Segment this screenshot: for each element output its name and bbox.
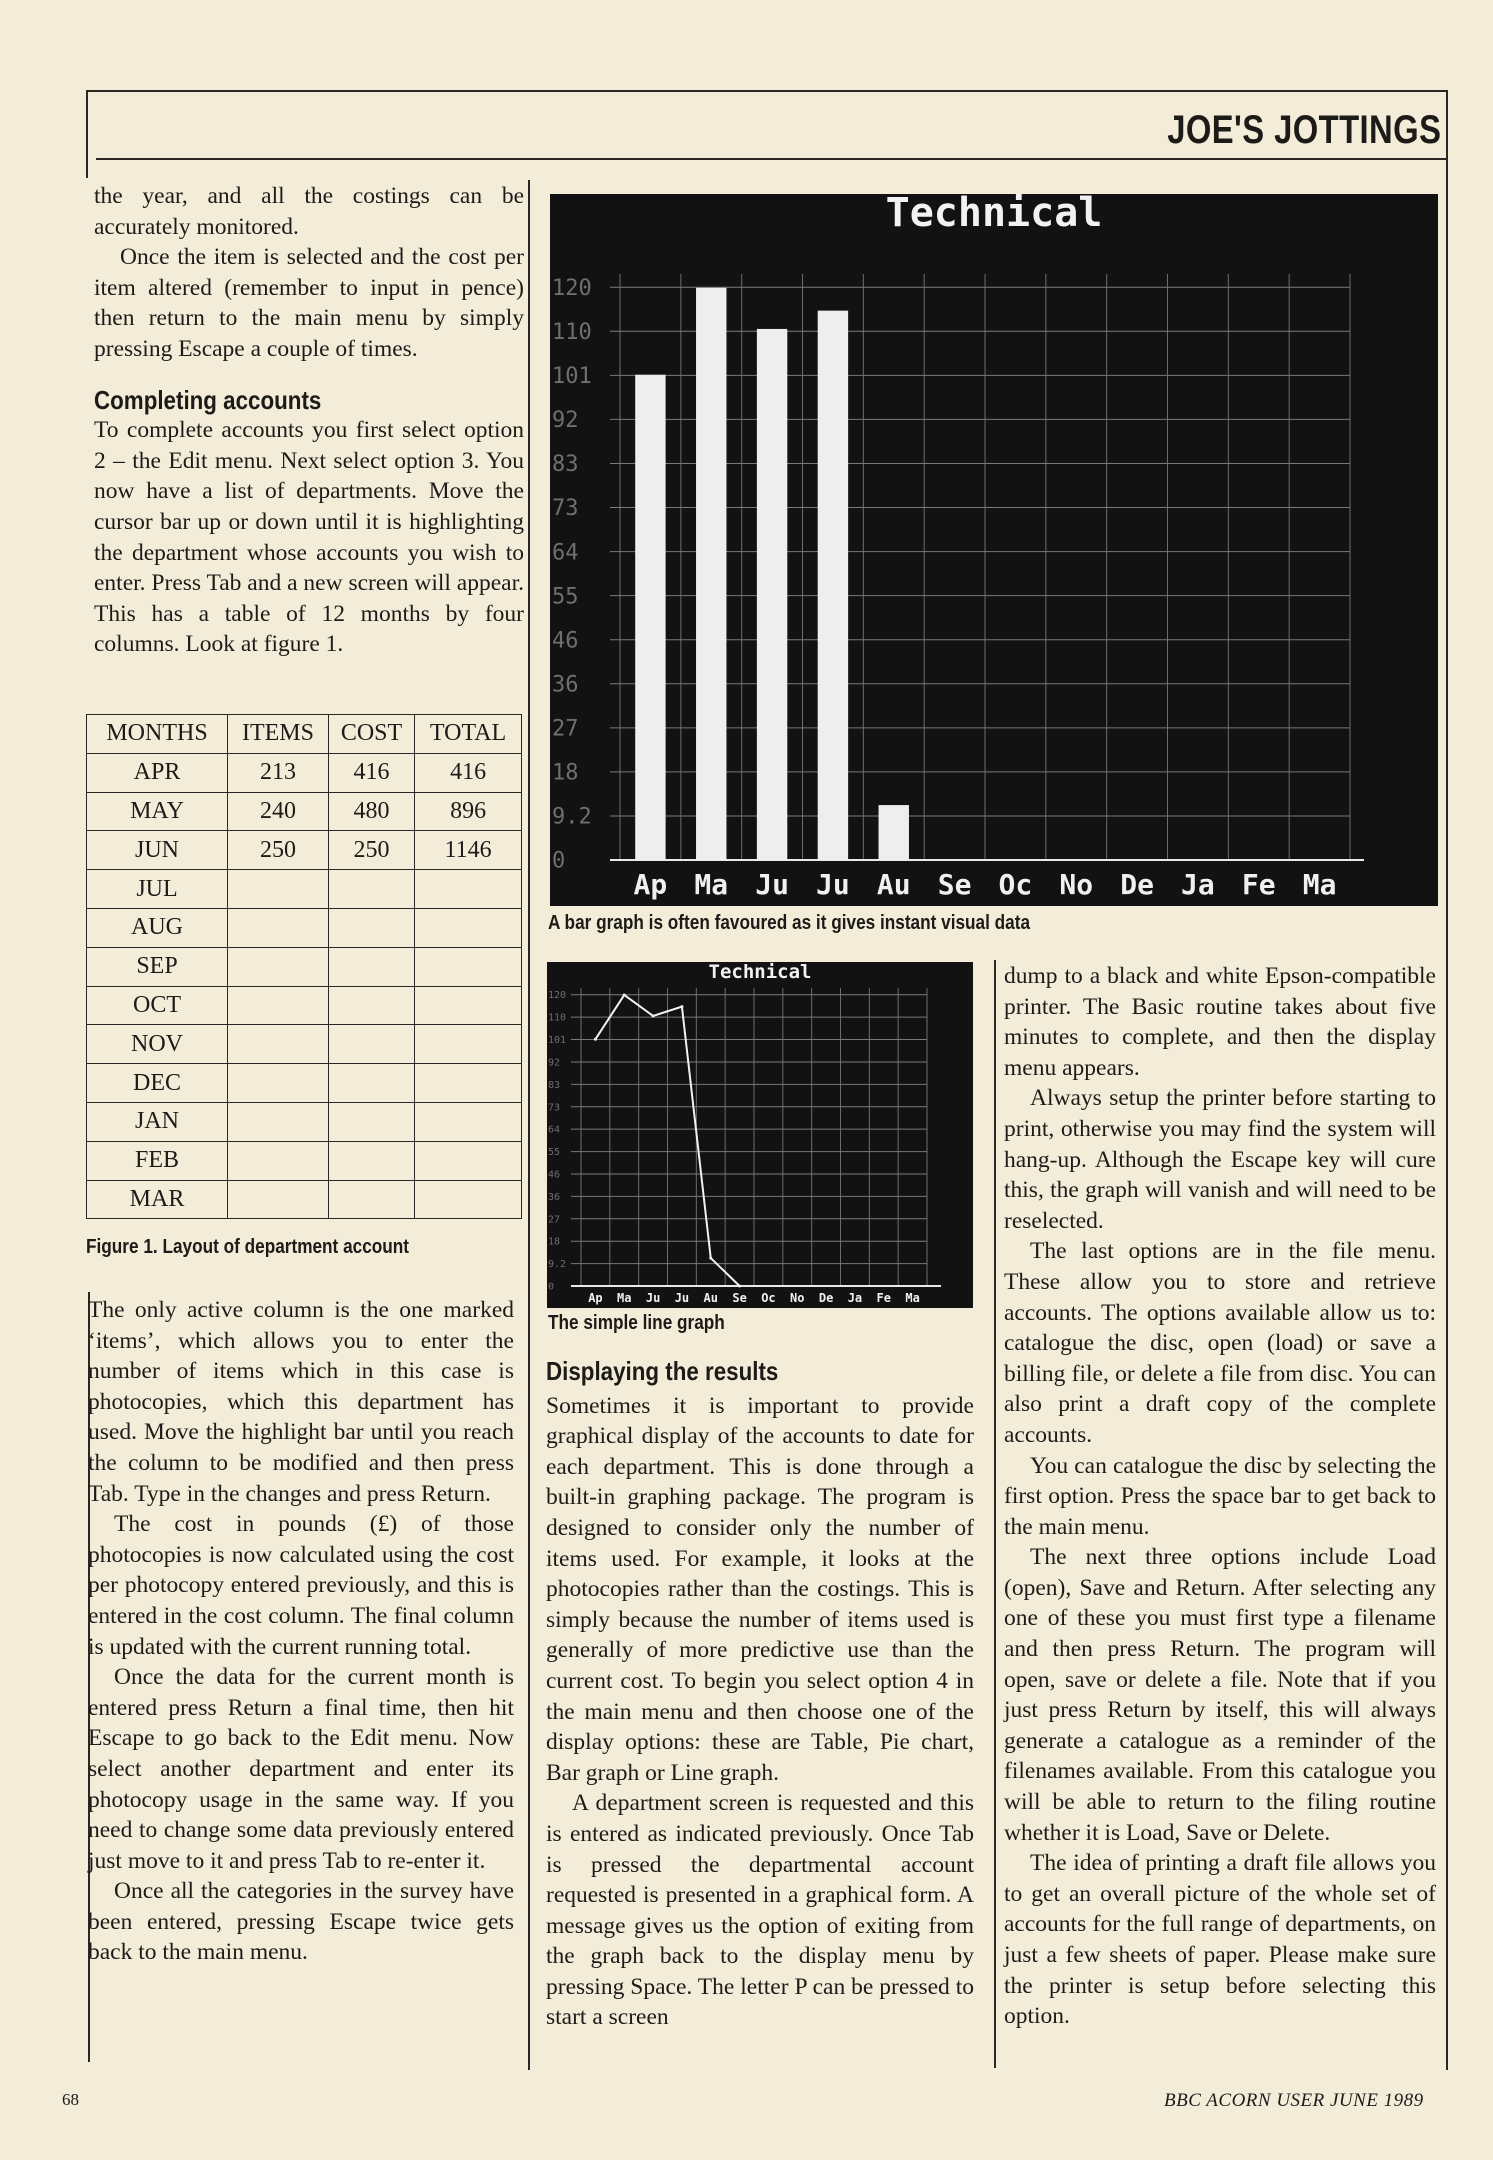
data-point: [652, 1014, 655, 1017]
x-tick-label: Au: [876, 868, 911, 901]
paragraph: Once the data for the current month is entered press Return a final time, then hit Escape to go back to the Edit menu. Now select another department and enter its photocopy usage in the same way. If you need to change some data previously entered just move to it and press Tab to re-enter it.: [88, 1664, 514, 1874]
y-tick-label: 83: [548, 1079, 561, 1091]
table-cell: 480: [328, 792, 414, 831]
y-tick-label: 36: [548, 1191, 561, 1203]
displaying-heading: Displaying the results: [546, 1356, 779, 1386]
table-row: [87, 1180, 522, 1219]
magazine-footer: BBC ACORN USER JUNE 1989: [1164, 2090, 1424, 2111]
table-cell: AUG: [87, 908, 228, 947]
paragraph: the year, and all the costings can be accurately monitored.: [94, 183, 524, 240]
y-tick-label: 64: [552, 540, 579, 566]
table-cell: SEP: [87, 947, 228, 986]
y-tick-label: 110: [548, 1012, 567, 1024]
paragraph: Once the item is selected and the cost per item altered (remember to input in pence) then return to the main menu by simply pressing Escape a couple of times.: [94, 244, 524, 362]
x-tick-label: Ma: [617, 1291, 632, 1305]
x-tick-label: Ju: [755, 868, 789, 901]
x-tick-label: Ma: [905, 1291, 920, 1305]
paragraph: Sometimes it is important to provide graphical display of the accounts to date for each department. This is done through a built-in graphing package. The program is designed to consider only the number of items used. For example, it looks at the photocopies rather than the costings. This is simply because the number of items used is generally of more predictive use than the current cost. To begin you select option 4 in the main menu and then choose one of the display options: these are Table, Pie chart, Bar graph or Line graph.: [546, 1392, 974, 1786]
x-tick-label: De: [818, 1291, 834, 1305]
table-row: [87, 908, 522, 947]
table-cell: 1146: [415, 831, 522, 870]
table-cell: NOV: [87, 1025, 228, 1064]
table-cell: DEC: [87, 1064, 228, 1103]
frame-right-rule: [1446, 90, 1448, 2070]
y-tick-label: 92: [552, 408, 579, 434]
bar: [879, 805, 909, 860]
table-header-row: [87, 715, 522, 754]
y-tick-label: 101: [552, 364, 592, 390]
page-number: 68: [62, 2090, 79, 2109]
paragraph: To complete accounts you first select option 2 – the Edit menu. Next select option 3. You now have a list of departments. Move the cursor bar up or down until it is highlighting the department whose accounts you wish to enter. Press Tab and a new screen will appear. This has a table of 12 months by four columns. Look at figure 1.: [94, 417, 524, 658]
y-tick-label: 9.2: [552, 804, 592, 830]
line-chart: [547, 962, 973, 1308]
bar: [696, 288, 726, 860]
data-point: [709, 1257, 712, 1260]
column-1-bottom: [88, 1295, 514, 1968]
data-point: [680, 1005, 683, 1008]
paragraph: Always setup the printer before starting to print, otherwise you may find the system will hang-up. Although the Escape key will cure this, the graph will vanish and will need to be reselected.: [1004, 1085, 1436, 1234]
data-point: [623, 993, 626, 996]
y-tick-label: 110: [552, 319, 592, 345]
x-tick-label: Ju: [816, 868, 850, 901]
section-title: JOE'S JOTTINGS: [1166, 108, 1441, 152]
table-cell: MAR: [87, 1180, 228, 1219]
table-row: [87, 1064, 522, 1103]
y-tick-label: 83: [552, 452, 579, 478]
y-tick-label: 27: [548, 1214, 561, 1226]
bar-chart: [550, 194, 1438, 906]
y-tick-label: 73: [548, 1102, 561, 1114]
column-rule-1: [528, 180, 530, 2070]
table-row: [87, 986, 522, 1025]
x-tick-label: Ap: [633, 868, 668, 901]
y-tick-label: 120: [552, 275, 592, 301]
table-row: [87, 792, 522, 831]
table-cell: JAN: [87, 1102, 228, 1141]
bar-chart-caption: A bar graph is often favoured as it gives instant visual data: [548, 912, 1031, 934]
x-tick-label: No: [790, 1291, 805, 1305]
frame-left-rule: [86, 90, 88, 178]
table-header: ITEMS: [228, 715, 329, 754]
y-tick-label: 27: [552, 716, 579, 742]
bar: [635, 375, 665, 860]
x-tick-label: Se: [937, 868, 972, 901]
y-tick-label: 101: [548, 1035, 567, 1047]
data-point: [594, 1038, 597, 1041]
y-tick-label: 73: [552, 496, 579, 522]
table-cell: FEB: [87, 1141, 228, 1180]
chart-title: Technical: [708, 962, 812, 983]
x-tick-label: Fe: [876, 1291, 891, 1305]
y-tick-label: 0: [548, 1281, 555, 1293]
table-cell: 896: [415, 792, 522, 831]
table-cell: 250: [328, 831, 414, 870]
x-tick-label: No: [1059, 868, 1094, 901]
chart-title: Technical: [885, 194, 1103, 236]
header-rule: [96, 158, 1446, 160]
column-1-top: [94, 181, 524, 660]
bar: [757, 329, 787, 860]
table-row: [87, 753, 522, 792]
paragraph: Once all the categories in the survey have been entered, pressing Escape twice gets back to the main menu.: [88, 1878, 514, 1966]
table-cell: OCT: [87, 986, 228, 1025]
table-cell: JUL: [87, 870, 228, 909]
y-tick-label: 18: [552, 760, 579, 786]
table-row: [87, 1025, 522, 1064]
figure-1-caption: Figure 1. Layout of department account: [86, 1236, 410, 1258]
y-tick-label: 36: [552, 672, 579, 698]
x-tick-label: Ma: [694, 868, 729, 901]
column-3: [1004, 961, 1436, 2032]
table-cell: MAY: [87, 792, 228, 831]
paragraph: The next three options include Load (open), Save and Return. After selecting any one of these you must first type a filename and then press Return. The program will open, save or delete a file. Note that if you just press Return by itself, this will always generate a catalogue as a reminder of the filenames available. From this catalogue you will be able to return to the filing routine whether it is Load, Save or Delete.: [1004, 1544, 1436, 1846]
table-row: [87, 1141, 522, 1180]
y-tick-label: 0: [552, 848, 566, 874]
x-tick-label: Fe: [1241, 868, 1276, 901]
table-cell: 416: [328, 753, 414, 792]
y-tick-label: 18: [548, 1236, 561, 1248]
y-tick-label: 64: [548, 1124, 561, 1136]
paragraph: The only active column is the one marked ‘items’, which allows you to enter the number of items which in this case is photocopies, which this department has used. Move the highlight bar until you reach the column to be modified and then press Tab. Type in the changes and press Return.: [88, 1297, 514, 1507]
paragraph: The last options are in the file menu. These allow you to store and retrieve accounts. The options available allow us to: catalogue the disc, open (load) or save a billing file, or delete a file from disc. You can also print a draft copy of the complete accounts.: [1004, 1238, 1436, 1448]
x-tick-label: Se: [732, 1291, 747, 1305]
table-row: [87, 947, 522, 986]
table-row: [87, 870, 522, 909]
table-row: [87, 831, 522, 870]
x-tick-label: Ju: [645, 1291, 661, 1305]
x-tick-label: Ap: [588, 1291, 603, 1305]
x-tick-label: Oc: [761, 1291, 776, 1305]
bar-chart-screen: [550, 194, 1438, 906]
table-cell: 250: [228, 831, 329, 870]
paragraph: A department screen is requested and this is entered as indicated previously. Once Tab is pressed the departmental account requested is presented in a graphical form. A message gives us the option of exiting from the graph back to the display menu by pressing Space. The letter P can be pressed to start a screen: [546, 1790, 974, 2031]
table-cell: 240: [228, 792, 329, 831]
y-tick-label: 120: [548, 990, 567, 1002]
table-cell: JUN: [87, 831, 228, 870]
x-tick-label: De: [1120, 868, 1154, 901]
paragraph: You can catalogue the disc by selecting the first option. Press the space bar to get back to the main menu.: [1004, 1452, 1436, 1540]
frame-top-rule: [86, 90, 1446, 92]
data-point: [738, 1285, 741, 1288]
completing-heading: Completing accounts: [94, 384, 322, 415]
x-tick-label: Ja: [847, 1291, 863, 1305]
column-2: [546, 1356, 974, 2033]
x-tick-label: Au: [703, 1291, 718, 1305]
y-tick-label: 92: [548, 1057, 561, 1069]
figure-1-table: [86, 714, 522, 1219]
table-cell: 213: [228, 753, 329, 792]
bar: [818, 311, 848, 860]
column-rule-2: [994, 960, 996, 2068]
table-cell: 416: [415, 753, 522, 792]
x-tick-label: Oc: [998, 868, 1033, 901]
y-tick-label: 9.2: [548, 1259, 567, 1271]
table-cell: APR: [87, 753, 228, 792]
x-tick-label: Ja: [1181, 868, 1215, 901]
paragraph: dump to a black and white Epson-compatible printer. The Basic routine takes about five minutes to complete, and then the display menu appears.: [1004, 963, 1436, 1081]
table-header: COST: [328, 715, 414, 754]
table-row: [87, 1102, 522, 1141]
x-tick-label: Ju: [674, 1291, 690, 1305]
paragraph: The cost in pounds (£) of those photocopies is now calculated using the cost per photocopy entered previously, and this is entered in the cost column. The final column is updated with the current running total.: [88, 1511, 514, 1660]
y-tick-label: 55: [552, 584, 579, 610]
table-header: MONTHS: [87, 715, 228, 754]
table-header: TOTAL: [415, 715, 522, 754]
line-chart-caption: The simple line graph: [548, 1312, 725, 1334]
paragraph: The idea of printing a draft file allows you to get an overall picture of the whole set of accounts for the full range of departments, on just a few sheets of paper. Please make sure the printer is setup before selecting this option.: [1004, 1850, 1436, 2030]
line-chart-screen: [547, 962, 973, 1308]
y-tick-label: 46: [548, 1169, 561, 1181]
x-tick-label: Ma: [1302, 868, 1337, 901]
y-tick-label: 46: [552, 628, 579, 654]
y-tick-label: 55: [548, 1147, 561, 1159]
